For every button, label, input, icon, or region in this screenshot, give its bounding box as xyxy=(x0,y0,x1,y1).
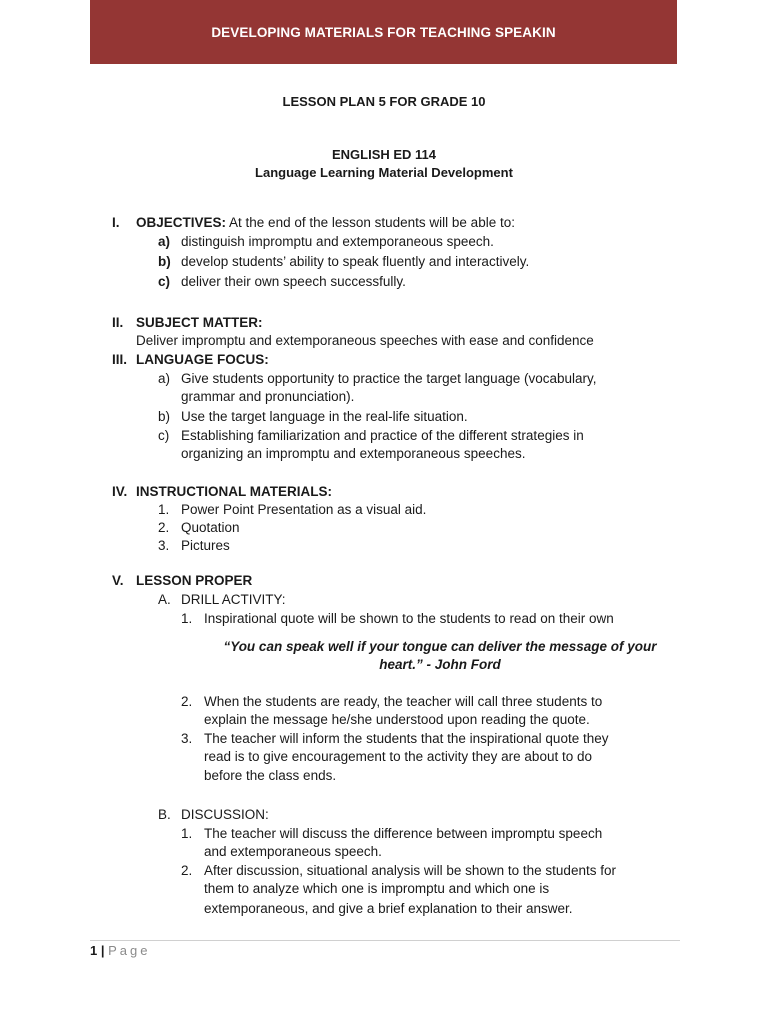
section-label: INSTRUCTIONAL MATERIALS: xyxy=(136,484,332,499)
page-footer xyxy=(90,943,150,958)
course-code: ENGLISH ED 114 xyxy=(331,147,437,162)
list-marker: c) xyxy=(158,274,171,289)
section-number: I. xyxy=(112,215,120,230)
footer-divider xyxy=(90,940,680,941)
objectives-heading xyxy=(136,214,515,232)
list-item: develop students’ ability to speak fluently and interactively. xyxy=(181,254,530,269)
section-number: V. xyxy=(112,573,124,588)
section-number: II. xyxy=(112,315,124,330)
list-item: The teacher will inform the students that the inspirational quote they xyxy=(204,731,609,746)
list-item: deliver their own speech successfully. xyxy=(181,274,406,289)
quote-line: “You can speak well if your tongue can deliver the message of your xyxy=(223,639,657,654)
list-item-cont: organizing an impromptu and extemporaneous speeches. xyxy=(181,446,526,461)
page-word: Page xyxy=(108,943,151,958)
list-marker: 3. xyxy=(158,538,170,553)
list-item: Use the target language in the real-life situation. xyxy=(181,409,468,424)
list-marker: b) xyxy=(158,254,171,269)
list-item: After discussion, situational analysis will be shown to the students for xyxy=(204,863,616,878)
list-item: Quotation xyxy=(181,520,240,535)
list-item: The teacher will discuss the difference between impromptu speech xyxy=(204,826,603,841)
list-item: Power Point Presentation as a visual aid. xyxy=(181,502,427,517)
list-item-cont: and extemporaneous speech. xyxy=(204,844,382,859)
list-item: Pictures xyxy=(181,538,230,553)
list-marker: 2. xyxy=(158,520,170,535)
list-marker: c) xyxy=(158,428,170,443)
section-number: III. xyxy=(112,352,128,367)
list-marker: 1. xyxy=(158,502,170,517)
list-item-cont: explain the message he/she understood upon reading the quote. xyxy=(204,712,590,727)
list-item-cont: before the class ends. xyxy=(204,768,337,783)
subsection-marker: A. xyxy=(158,592,171,607)
section-label: LESSON PROPER xyxy=(136,573,253,588)
list-item: distinguish impromptu and extemporaneous speech. xyxy=(181,234,494,249)
subject-text: Deliver impromptu and extemporaneous speeches with ease and confidence xyxy=(136,333,594,348)
list-marker: 2. xyxy=(181,694,193,709)
quote-line: heart.” - John Ford xyxy=(379,657,501,672)
list-item: Inspirational quote will be shown to the students to read on their own xyxy=(204,611,614,626)
list-marker: a) xyxy=(158,371,171,386)
subsection-label: DRILL ACTIVITY: xyxy=(181,592,286,607)
list-item-cont: extemporaneous, and give a brief explanation to their answer. xyxy=(204,901,573,916)
list-item-cont: grammar and pronunciation). xyxy=(181,389,355,404)
objectives-intro: At the end of the lesson students will be able to: xyxy=(226,215,515,230)
list-item-cont: them to analyze which one is impromptu and which one is xyxy=(204,881,550,896)
list-marker: b) xyxy=(158,409,171,424)
section-label: LANGUAGE FOCUS: xyxy=(136,352,269,367)
list-marker: 3. xyxy=(181,731,193,746)
section-label: OBJECTIVES: xyxy=(136,215,227,230)
lesson-title: LESSON PLAN 5 FOR GRADE 10 xyxy=(282,94,486,109)
list-marker: a) xyxy=(158,234,171,249)
section-label: SUBJECT MATTER: xyxy=(136,315,263,330)
list-marker: 1. xyxy=(181,611,193,626)
section-number: IV. xyxy=(112,484,128,499)
subsection-marker: B. xyxy=(158,807,171,822)
course-name: Language Learning Material Development xyxy=(255,165,513,180)
list-marker: 1. xyxy=(181,826,193,841)
list-item: When the students are ready, the teacher will call three students to xyxy=(204,694,603,709)
subsection-label: DISCUSSION: xyxy=(181,807,269,822)
list-item: Establishing familiarization and practice of the different strategies in xyxy=(181,428,584,443)
header-banner: DEVELOPING MATERIALS FOR TEACHING SPEAKIN xyxy=(90,0,677,64)
list-item-cont: read is to give encouragement to the activity they are about to do xyxy=(204,749,592,764)
list-marker: 2. xyxy=(181,863,193,878)
list-item: Give students opportunity to practice the target language (vocabulary, xyxy=(181,371,597,386)
page-number: 1 | xyxy=(90,943,105,958)
